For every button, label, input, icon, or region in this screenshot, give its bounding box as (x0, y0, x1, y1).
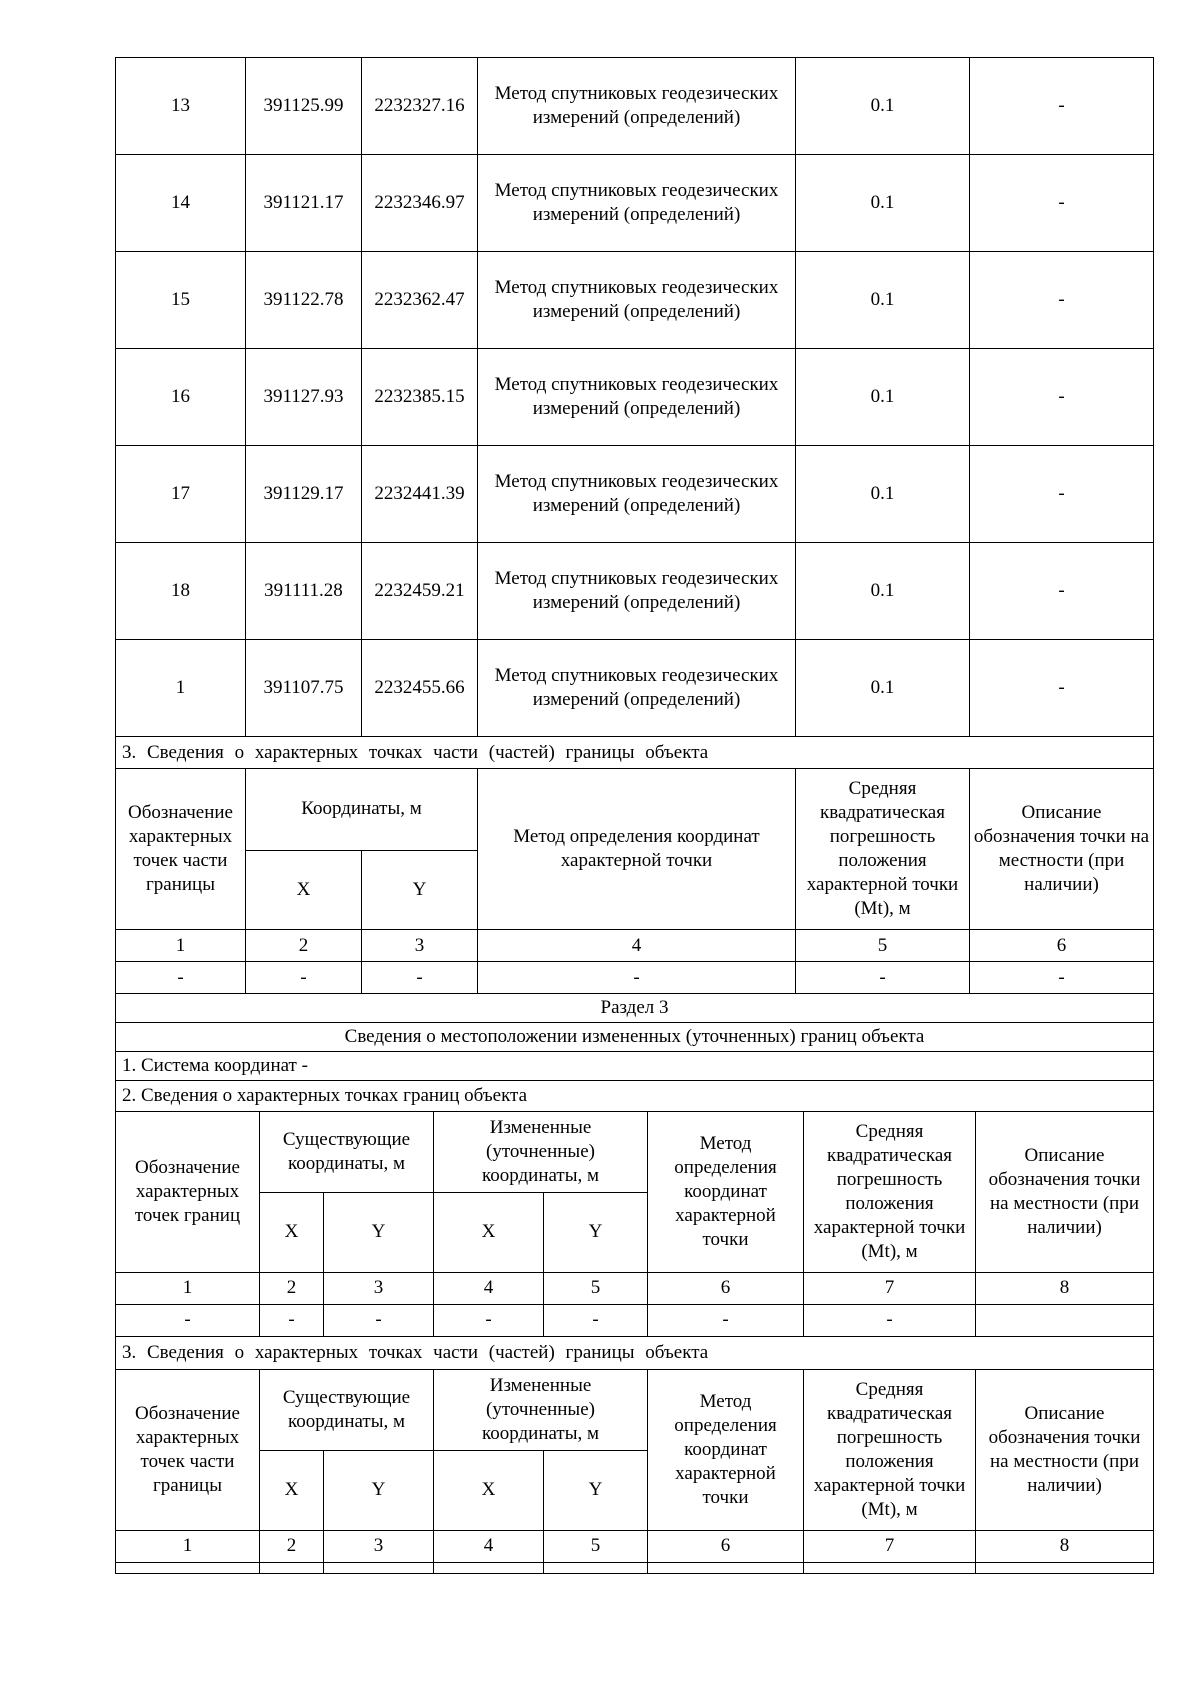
header-method: Метод определения координат характерной точки (478, 769, 796, 930)
header-method: Метод определения координат характерной точки (648, 1369, 804, 1530)
point-desc: - (970, 543, 1154, 640)
header-x: X (260, 1451, 324, 1531)
point-mt: 0.1 (796, 58, 970, 155)
header-mt: Средняя квадратическая погрешность положения характерной точки (Mt), м (796, 769, 970, 930)
point-mt: 0.1 (796, 640, 970, 737)
col-number: 4 (434, 1272, 544, 1304)
point-mt: 0.1 (796, 155, 970, 252)
coord-system: 1. Система координат - (116, 1052, 1154, 1081)
cell-empty (976, 1304, 1154, 1336)
section-title: Сведения о местоположении измененных (уточненных) границ объекта (116, 1023, 1154, 1052)
section-heading: Раздел 3 (116, 994, 1154, 1023)
col-number: 4 (478, 930, 796, 962)
point-method: Метод спутниковых геодезических измерений (определений) (478, 349, 796, 446)
header-designation: Обозначение характерных точек части границы (116, 1369, 260, 1530)
point-y: 2232455.66 (362, 640, 478, 737)
header-row (116, 1111, 1154, 1193)
point-mt: 0.1 (796, 446, 970, 543)
header-mt: Средняя квадратическая погрешность положения характерной точки (Mt), м (804, 1369, 976, 1530)
point-method: Метод спутниковых геодезических измерений (определений) (478, 155, 796, 252)
header-changed: Измененные (уточненные) координаты, м (434, 1111, 648, 1193)
col-number: 6 (970, 930, 1154, 962)
point-number: 18 (116, 543, 246, 640)
table-row (116, 962, 1154, 994)
cell-dash: - (648, 1304, 804, 1336)
header-existing: Существующие координаты, м (260, 1111, 434, 1193)
point-method: Метод спутниковых геодезических измерений (определений) (478, 543, 796, 640)
point-x: 391127.93 (246, 349, 362, 446)
cut-off-cell (648, 1562, 804, 1573)
cell-dash: - (544, 1304, 648, 1336)
changed-points-table (115, 1111, 1154, 1574)
table-row (116, 58, 1154, 155)
col-number: 1 (116, 1530, 260, 1562)
points-table-body (116, 58, 1154, 1112)
cell-dash: - (260, 1304, 324, 1336)
col-number: 6 (648, 1272, 804, 1304)
col-number: 2 (260, 1272, 324, 1304)
section-title-row (116, 737, 1154, 769)
header-x: X (246, 850, 362, 930)
header-x: X (260, 1193, 324, 1273)
col-number: 3 (324, 1530, 434, 1562)
point-y: 2232327.16 (362, 58, 478, 155)
point-method: Метод спутниковых геодезических измерений (определений) (478, 252, 796, 349)
header-x: X (434, 1451, 544, 1531)
cell-dash: - (434, 1304, 544, 1336)
cell-dash: - (804, 1304, 976, 1336)
point-mt: 0.1 (796, 252, 970, 349)
points-title: 2. Сведения о характерных точках границ объекта (116, 1081, 1154, 1112)
table-row (116, 155, 1154, 252)
col-number: 6 (648, 1530, 804, 1562)
section-heading-row (116, 994, 1154, 1023)
cell-dash: - (246, 962, 362, 994)
header-existing: Существующие координаты, м (260, 1369, 434, 1451)
table-row (116, 446, 1154, 543)
header-y: Y (324, 1451, 434, 1531)
point-number: 1 (116, 640, 246, 737)
column-number-row (116, 1530, 1154, 1562)
point-x: 391121.17 (246, 155, 362, 252)
part-section-title: 3. Сведения о характерных точках части (частей) границы объекта (116, 737, 1154, 769)
header-designation: Обозначение характерных точек границ (116, 1111, 260, 1272)
point-x: 391122.78 (246, 252, 362, 349)
header-row (116, 769, 1154, 851)
section-title-row (116, 1336, 1154, 1369)
col-number: 1 (116, 930, 246, 962)
point-y: 2232362.47 (362, 252, 478, 349)
coord-system-row (116, 1052, 1154, 1081)
header-desc: Описание обозначения точки на местности (при наличии) (976, 1369, 1154, 1530)
header-y: Y (362, 850, 478, 930)
point-y: 2232346.97 (362, 155, 478, 252)
column-number-row (116, 930, 1154, 962)
col-number: 3 (324, 1272, 434, 1304)
col-number: 2 (260, 1530, 324, 1562)
point-method: Метод спутниковых геодезических измерений (определений) (478, 58, 796, 155)
cut-off-cell (434, 1562, 544, 1573)
point-y: 2232459.21 (362, 543, 478, 640)
cell-dash: - (324, 1304, 434, 1336)
document-page (115, 57, 1153, 1574)
point-number: 13 (116, 58, 246, 155)
table-row (116, 1304, 1154, 1336)
col-number: 2 (246, 930, 362, 962)
point-desc: - (970, 252, 1154, 349)
header-x: X (434, 1193, 544, 1273)
header-designation: Обозначение характерных точек части границы (116, 769, 246, 930)
point-desc: - (970, 155, 1154, 252)
point-desc: - (970, 349, 1154, 446)
point-desc: - (970, 640, 1154, 737)
col-number: 5 (796, 930, 970, 962)
col-number: 5 (544, 1530, 648, 1562)
point-mt: 0.1 (796, 349, 970, 446)
point-desc: - (970, 446, 1154, 543)
column-number-row (116, 1272, 1154, 1304)
point-number: 14 (116, 155, 246, 252)
cut-off-cell (260, 1562, 324, 1573)
point-x: 391129.17 (246, 446, 362, 543)
point-x: 391107.75 (246, 640, 362, 737)
header-coords: Координаты, м (246, 769, 478, 851)
header-y: Y (544, 1451, 648, 1531)
point-number: 16 (116, 349, 246, 446)
col-number: 3 (362, 930, 478, 962)
point-method: Метод спутниковых геодезических измерений (определений) (478, 446, 796, 543)
point-y: 2232441.39 (362, 446, 478, 543)
table-row (116, 640, 1154, 737)
header-row (116, 1369, 1154, 1451)
table-row (116, 349, 1154, 446)
cut-off-row (116, 1562, 1154, 1573)
point-number: 17 (116, 446, 246, 543)
col-number: 5 (544, 1272, 648, 1304)
header-desc: Описание обозначения точки на местности (при наличии) (970, 769, 1154, 930)
cell-dash: - (362, 962, 478, 994)
header-changed: Измененные (уточненные) координаты, м (434, 1369, 648, 1451)
cell-dash: - (116, 1304, 260, 1336)
cut-off-cell (116, 1562, 260, 1573)
section-title-row (116, 1081, 1154, 1112)
header-desc: Описание обозначения точки на местности (при наличии) (976, 1111, 1154, 1272)
header-mt: Средняя квадратическая погрешность положения характерной точки (Mt), м (804, 1111, 976, 1272)
cut-off-cell (804, 1562, 976, 1573)
cell-dash: - (796, 962, 970, 994)
point-x: 391111.28 (246, 543, 362, 640)
point-desc: - (970, 58, 1154, 155)
point-mt: 0.1 (796, 543, 970, 640)
point-method: Метод спутниковых геодезических измерений (определений) (478, 640, 796, 737)
cell-dash: - (970, 962, 1154, 994)
header-y: Y (324, 1193, 434, 1273)
col-number: 8 (976, 1530, 1154, 1562)
point-x: 391125.99 (246, 58, 362, 155)
cell-dash: - (116, 962, 246, 994)
header-method: Метод определения координат характерной точки (648, 1111, 804, 1272)
point-y: 2232385.15 (362, 349, 478, 446)
point-number: 15 (116, 252, 246, 349)
table-row (116, 252, 1154, 349)
header-y: Y (544, 1193, 648, 1273)
cut-off-cell (544, 1562, 648, 1573)
col-number: 7 (804, 1272, 976, 1304)
cut-off-cell (324, 1562, 434, 1573)
col-number: 8 (976, 1272, 1154, 1304)
col-number: 1 (116, 1272, 260, 1304)
table-row (116, 543, 1154, 640)
col-number: 4 (434, 1530, 544, 1562)
col-number: 7 (804, 1530, 976, 1562)
cell-dash: - (478, 962, 796, 994)
cut-off-cell (976, 1562, 1154, 1573)
section-title-row (116, 1023, 1154, 1052)
part-changed-title: 3. Сведения о характерных точках части (частей) границы объекта (116, 1336, 1154, 1369)
points-table (115, 57, 1154, 1112)
